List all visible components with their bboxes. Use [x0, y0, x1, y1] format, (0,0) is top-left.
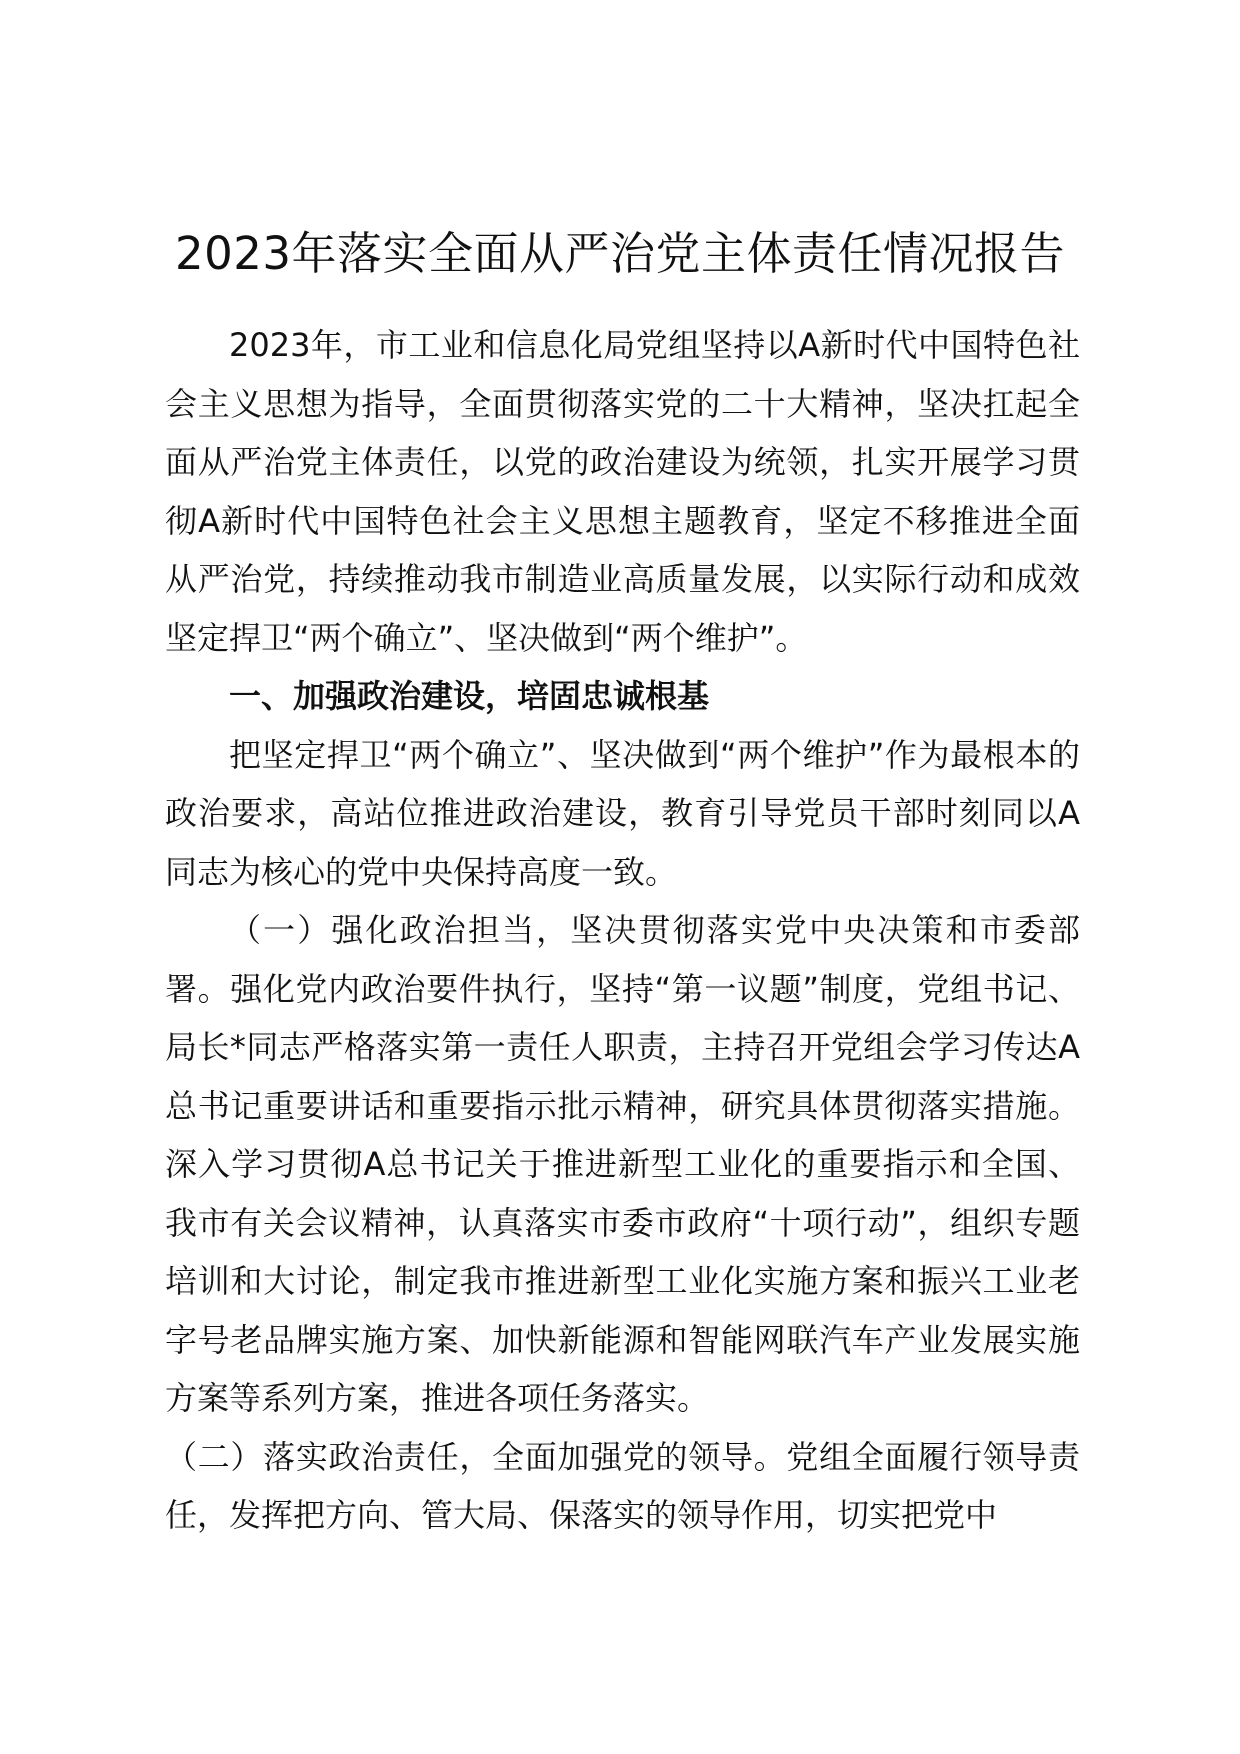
section-heading-1: 一、加强政治建设，培固忠诚根基 [229, 677, 710, 715]
document-title: 2023年落实全面从严治党主体责任情况报告 [174, 227, 1066, 280]
section-1-paragraph: 把坚定捍卫“两个确立”、坚决做到“两个维护”作为最根本的政治要求，高站位推进政治建设，教育引导党员干部时刻同以A同志为核心的党中央保持高度一致。 [165, 735, 1080, 891]
subsection-2-paragraph: （二）落实政治责任，全面加强党的领导。党组全面履行领导责任，发挥把方向、管大局、保落实的领导作用，切实把党中 [165, 1437, 1080, 1534]
document-body [165, 316, 1080, 1545]
subsection-1-paragraph: （一）强化政治担当，坚决贯彻落实党中央决策和市委部署。强化党内政治要件执行，坚持“第一议题”制度，党组书记、局长*同志严格落实第一责任人职责，主持召开党组会学习传达A总书记重要讲话和重要指示批示精神，研究具体贯彻落实措施。深入学习贯彻A总书记关于推进新型工业化的重要指示和全国、我市有关会议精神，认真落实市委市政府“十项行动”，组织专题培训和大讨论，制定我市推进新型工业化实施方案和振兴工业老字号老品牌实施方案、加快新能源和智能网联汽车产业发展实施方案等系列方案，推进各项任务落实。 [165, 911, 1080, 1417]
intro-paragraph: 2023年，市工业和信息化局党组坚持以A新时代中国特色社会主义思想为指导，全面贯彻落实党的二十大精神，坚决扛起全面从严治党主体责任，以党的政治建设为统领，扎实开展学习贯彻A新时代中国特色社会主义思想主题教育，坚定不移推进全面从严治党，持续推动我市制造业高质量发展，以实际行动和成效坚定捍卫“两个确立”、坚决做到“两个维护”。 [165, 326, 1080, 657]
